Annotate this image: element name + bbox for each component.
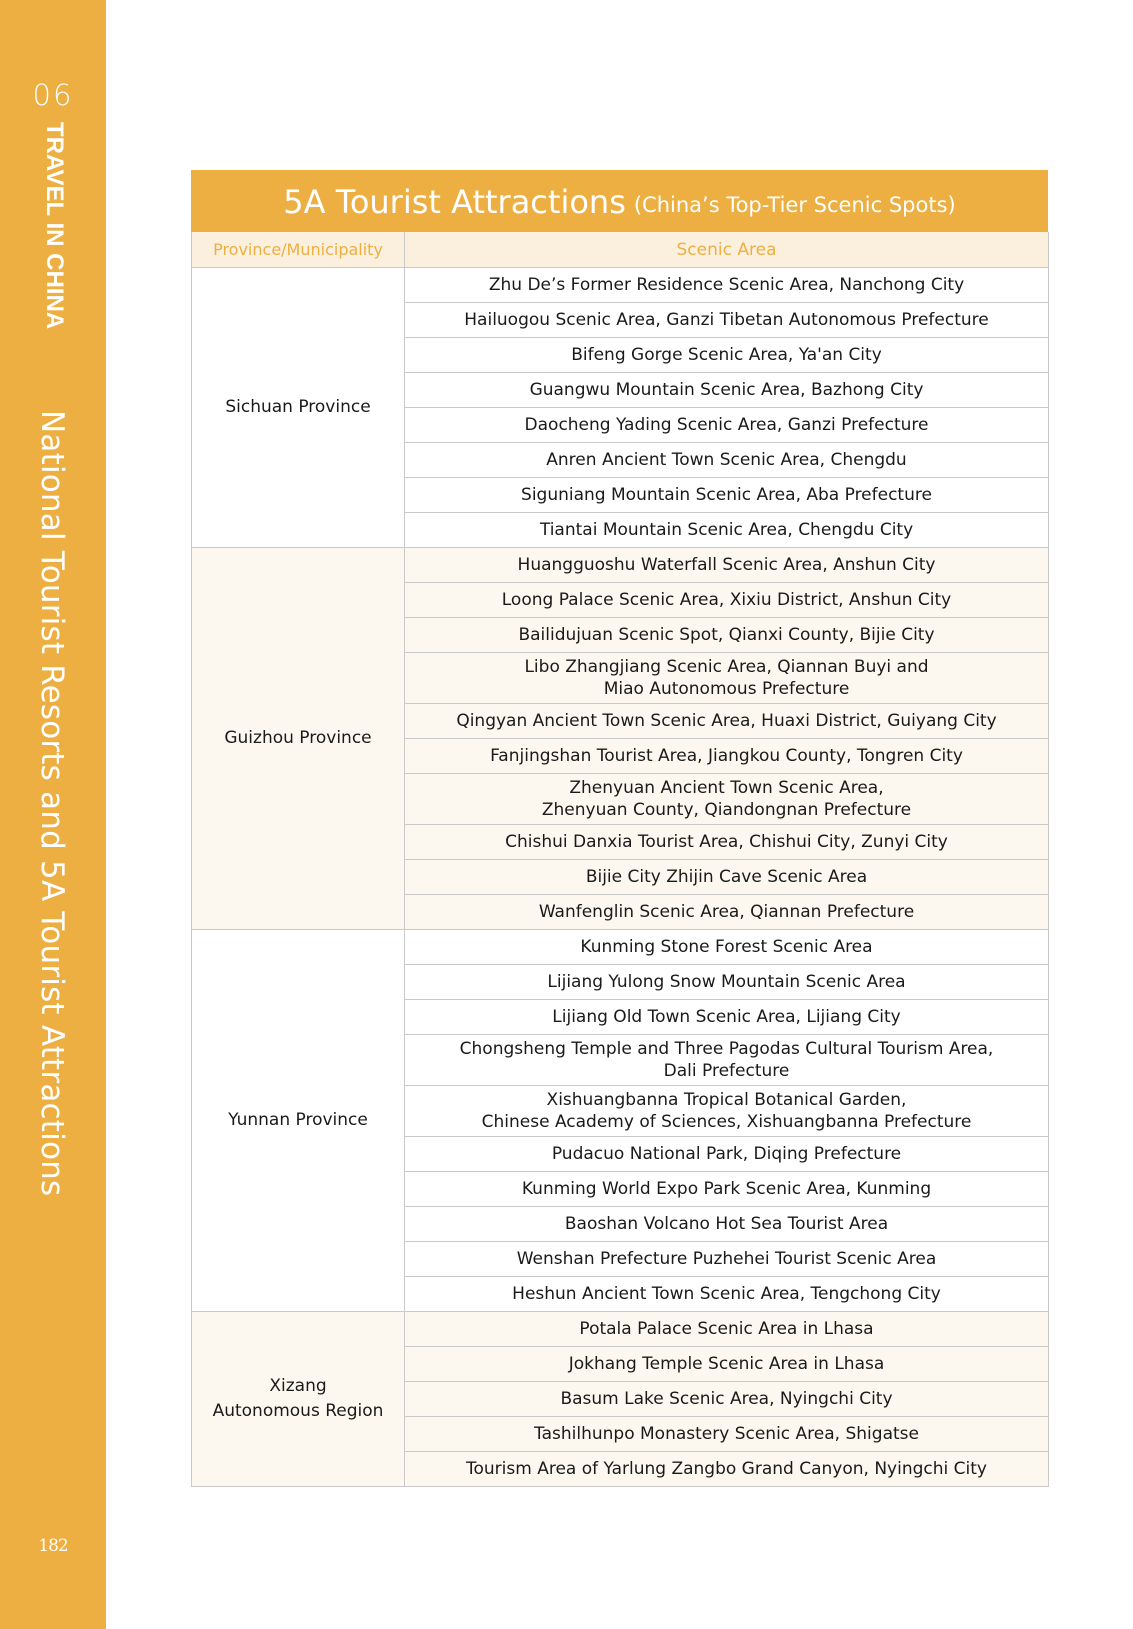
scenic-area-cell: Bifeng Gorge Scenic Area, Ya'an City xyxy=(405,338,1049,373)
scenic-area-cell: Qingyan Ancient Town Scenic Area, Huaxi District, Guiyang City xyxy=(405,704,1049,739)
chapter-title: TRAVEL IN CHINA xyxy=(41,122,68,330)
province-cell: Xizang Autonomous Region xyxy=(192,1312,405,1487)
scenic-area-cell: Daocheng Yading Scenic Area, Ganzi Prefecture xyxy=(405,408,1049,443)
scenic-area-cell: Baoshan Volcano Hot Sea Tourist Area xyxy=(405,1207,1049,1242)
table-body xyxy=(192,268,1049,1487)
scenic-area-cell: Lijiang Yulong Snow Mountain Scenic Area xyxy=(405,965,1049,1000)
table-title: 5A Tourist Attractions xyxy=(283,183,626,221)
chapter-sidebar xyxy=(0,0,106,1629)
scenic-area-cell: Anren Ancient Town Scenic Area, Chengdu xyxy=(405,443,1049,478)
scenic-area-cell: Chongsheng Temple and Three Pagodas Cultural Tourism Area, Dali Prefecture xyxy=(405,1035,1049,1086)
scenic-area-cell: Libo Zhangjiang Scenic Area, Qiannan Buyi and Miao Autonomous Prefecture xyxy=(405,653,1049,704)
scenic-area-cell: Potala Palace Scenic Area in Lhasa xyxy=(405,1312,1049,1347)
scenic-area-cell: Fanjingshan Tourist Area, Jiangkou County, Tongren City xyxy=(405,739,1049,774)
scenic-area-cell: Loong Palace Scenic Area, Xixiu District, Anshun City xyxy=(405,583,1049,618)
scenic-area-cell: Guangwu Mountain Scenic Area, Bazhong City xyxy=(405,373,1049,408)
province-cell: Guizhou Province xyxy=(192,548,405,930)
scenic-area-cell: Hailuogou Scenic Area, Ganzi Tibetan Autonomous Prefecture xyxy=(405,303,1049,338)
column-header-scenic-area: Scenic Area xyxy=(405,232,1049,268)
scenic-area-cell: Wanfenglin Scenic Area, Qiannan Prefecture xyxy=(405,895,1049,930)
scenic-area-cell: Wenshan Prefecture Puzhehei Tourist Scenic Area xyxy=(405,1242,1049,1277)
scenic-area-cell: Tiantai Mountain Scenic Area, Chengdu City xyxy=(405,513,1049,548)
table-subtitle: (China’s Top-Tier Scenic Spots) xyxy=(633,193,956,217)
scenic-area-cell: Kunming World Expo Park Scenic Area, Kunming xyxy=(405,1172,1049,1207)
scenic-area-cell: Lijiang Old Town Scenic Area, Lijiang City xyxy=(405,1000,1049,1035)
chapter-number: 06 xyxy=(32,78,74,112)
scenic-area-cell: Xishuangbanna Tropical Botanical Garden, Chinese Academy of Sciences, Xishuangbanna Prefecture xyxy=(405,1086,1049,1137)
scenic-area-cell: Bijie City Zhijin Cave Scenic Area xyxy=(405,860,1049,895)
scenic-area-cell: Kunming Stone Forest Scenic Area xyxy=(405,930,1049,965)
table-title-bar xyxy=(191,170,1048,232)
column-header-province: Province/Municipality xyxy=(192,232,405,268)
scenic-area-cell: Tashilhunpo Monastery Scenic Area, Shigatse xyxy=(405,1417,1049,1452)
scenic-area-cell: Bailidujuan Scenic Spot, Qianxi County, Bijie City xyxy=(405,618,1049,653)
scenic-area-cell: Pudacuo National Park, Diqing Prefecture xyxy=(405,1137,1049,1172)
scenic-area-cell: Zhu De’s Former Residence Scenic Area, Nanchong City xyxy=(405,268,1049,303)
scenic-area-cell: Heshun Ancient Town Scenic Area, Tengchong City xyxy=(405,1277,1049,1312)
table-row xyxy=(192,548,1049,583)
scenic-area-cell: Basum Lake Scenic Area, Nyingchi City xyxy=(405,1382,1049,1417)
scenic-area-cell: Zhenyuan Ancient Town Scenic Area, Zhenyuan County, Qiandongnan Prefecture xyxy=(405,774,1049,825)
scenic-area-cell: Chishui Danxia Tourist Area, Chishui City, Zunyi City xyxy=(405,825,1049,860)
scenic-area-cell: Huangguoshu Waterfall Scenic Area, Anshun City xyxy=(405,548,1049,583)
province-cell: Yunnan Province xyxy=(192,930,405,1312)
scenic-area-cell: Tourism Area of Yarlung Zangbo Grand Canyon, Nyingchi City xyxy=(405,1452,1049,1487)
page-number: 182 xyxy=(38,1536,68,1556)
table-header-row xyxy=(192,232,1049,268)
section-title: National Tourist Resorts and 5A Tourist Attractions xyxy=(34,410,70,1197)
table-row xyxy=(192,1312,1049,1347)
table-row xyxy=(192,268,1049,303)
scenic-area-cell: Jokhang Temple Scenic Area in Lhasa xyxy=(405,1347,1049,1382)
attractions-table xyxy=(191,232,1049,1487)
table-row xyxy=(192,930,1049,965)
scenic-area-cell: Siguniang Mountain Scenic Area, Aba Prefecture xyxy=(405,478,1049,513)
province-cell: Sichuan Province xyxy=(192,268,405,548)
attractions-table-container xyxy=(191,170,1048,1487)
